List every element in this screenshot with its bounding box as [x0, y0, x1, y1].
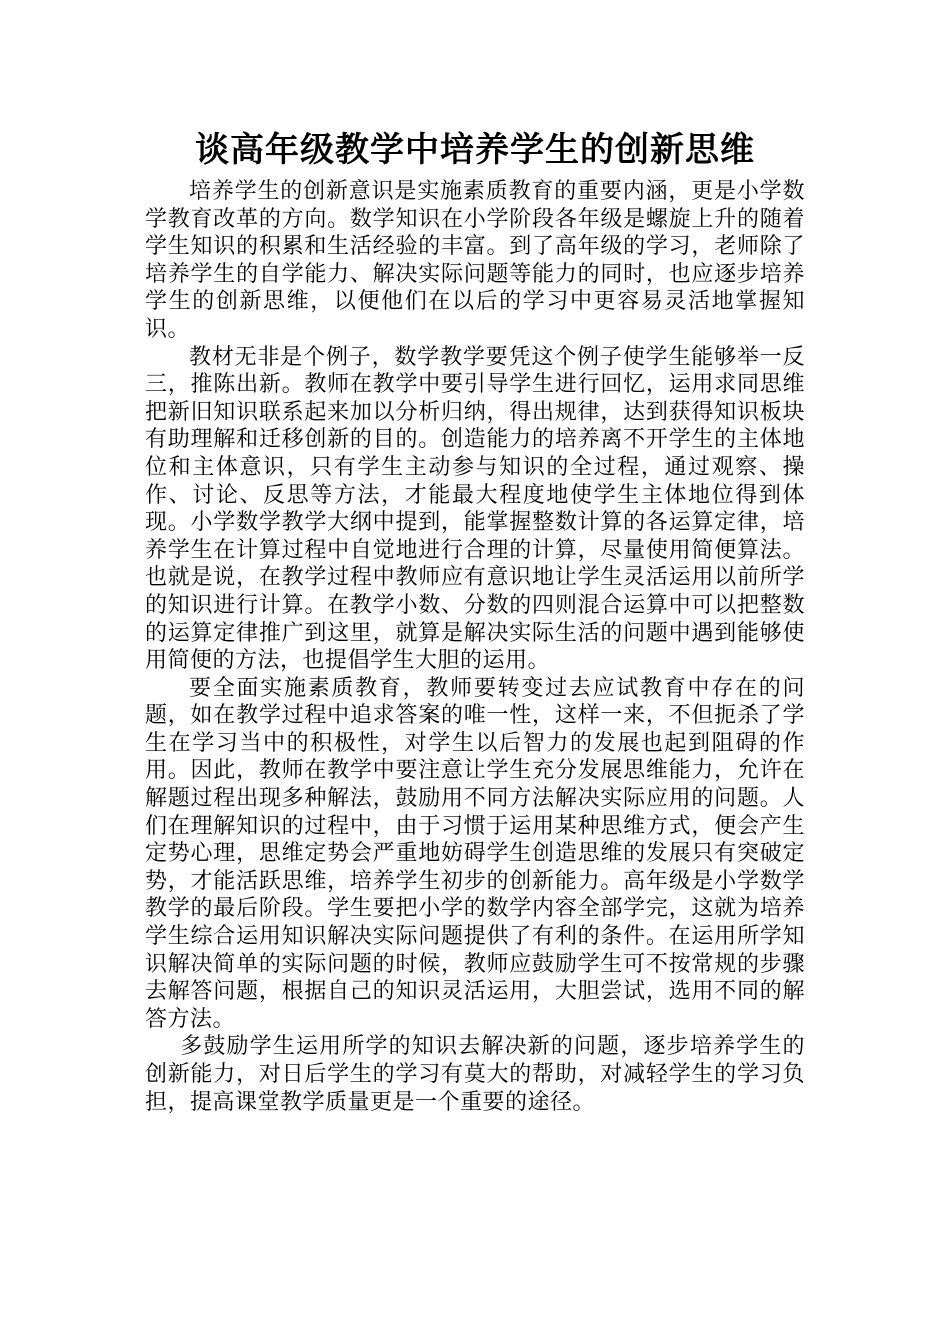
document-title: 谈高年级教学中培养学生的创新思维 — [195, 130, 755, 170]
paragraph-1: 培养学生的创新意识是实施素质教育的重要内涵，更是小学数学教育改革的方向。数学知识在小学阶段各年级是螺旋上升的随着学生知识的积累和生活经验的丰富。到了高年级的学习，老师除了培养学生的自学能力、解决实际问题等能力的同时，也应逐步培养学生的创新思维，以便他们在以后的学习中更容易灵活地掌握知识。 — [145, 179, 805, 342]
paragraph-4: 多鼓励学生运用所学的知识去解决新的问题，逐步培养学生的创新能力，对日后学生的学习有莫大的帮助，对减轻学生的学习负担，提高课堂教学质量更是一个重要的途径。 — [145, 1034, 805, 1115]
document-page — [145, 128, 805, 1116]
paragraph-2: 教材无非是个例子，数学教学要凭这个例子使学生能够举一反三，推陈出新。教师在教学中要引导学生进行回忆，运用求同思维把新旧知识联系起来加以分析归纳，得出规律，达到获得知识板块有助理解和迁移创新的目的。创造能力的培养离不开学生的主体地位和主体意识，只有学生主动参与知识的全过程，通过观察、操作、讨论、反思等方法，才能最大程度地使学生主体地位得到体现。小学数学教学大纲中提到，能掌握整数计算的各运算定律，培养学生在计算过程中自觉地进行合理的计算，尽量使用简便算法。也就是说，在教学过程中教师应有意识地让学生灵活运用以前所学的知识进行计算。在教学小数、分数的四则混合运算中可以把整数的运算定律推广到这里，就算是解决实际生活的问题中遇到能够使用简便的方法，也提倡学生大胆的运用。 — [145, 344, 805, 674]
paragraph-3: 要全面实施素质教育，教师要转变过去应试教育中存在的问题，如在教学过程中追求答案的唯一性，这样一来，不但扼杀了学生在学习当中的积极性，对学生以后智力的发展也起到阻碍的作用。因此，教师在教学中要注意让学生充分发展思维能力，允许在解题过程出现多种解法，鼓励用不同方法解决实际应用的问题。人们在理解知识的过程中，由于习惯于运用某种思维方式，便会产生定势心理，思维定势会严重地妨碍学生创造思维的发展只有突破定势，才能活跃思维，培养学生初步的创新能力。高年级是小学数学教学的最后阶段。学生要把小学的数学内容全部学完，这就为培养学生综合运用知识解决实际问题提供了有利的条件。在运用所学知识解决简单的实际问题的时候，教师应鼓励学生可不按常规的步骤去解答问题，根据自己的知识灵活运用，大胆尝试，选用不同的解答方法。 — [145, 675, 805, 1032]
